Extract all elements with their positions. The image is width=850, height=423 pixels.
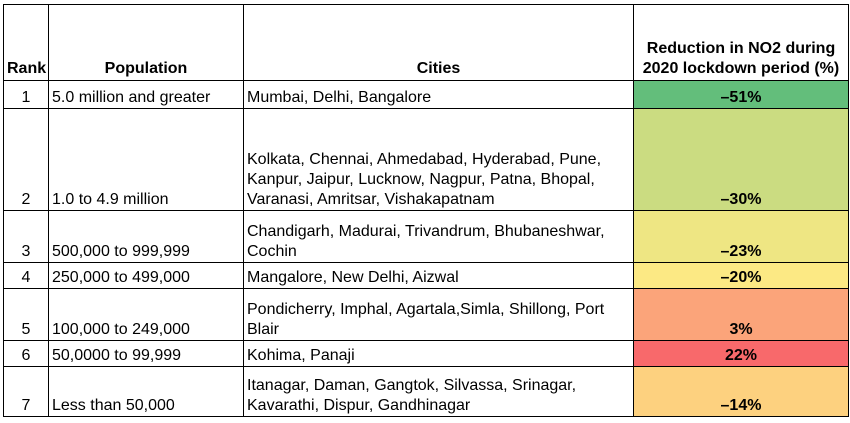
population-cell: 250,000 to 499,000 bbox=[49, 263, 244, 289]
reduction-cell: –51% bbox=[634, 81, 849, 109]
population-cell: 5.0 million and greater bbox=[49, 81, 244, 109]
reduction-cell: –20% bbox=[634, 263, 849, 289]
population-cell: 50,0000 to 99,999 bbox=[49, 341, 244, 367]
cities-cell: Kohima, Panaji bbox=[244, 341, 634, 367]
table-row bbox=[4, 289, 849, 341]
cities-cell: Mumbai, Delhi, Bangalore bbox=[244, 81, 634, 109]
cities-cell: Mangalore, New Delhi, Aizwal bbox=[244, 263, 634, 289]
rank-cell: 5 bbox=[4, 289, 49, 341]
reduction-cell: –14% bbox=[634, 367, 849, 417]
population-cell: 1.0 to 4.9 million bbox=[49, 109, 244, 211]
reduction-cell: 22% bbox=[634, 341, 849, 367]
rank-cell: 6 bbox=[4, 341, 49, 367]
header-cities: Cities bbox=[244, 5, 634, 81]
population-cell: 500,000 to 999,999 bbox=[49, 211, 244, 263]
reduction-cell: –30% bbox=[634, 109, 849, 211]
no2-reduction-table bbox=[3, 4, 849, 417]
table-row bbox=[4, 367, 849, 417]
rank-cell: 2 bbox=[4, 109, 49, 211]
table-header-row bbox=[4, 5, 849, 81]
rank-cell: 3 bbox=[4, 211, 49, 263]
population-cell: 100,000 to 249,000 bbox=[49, 289, 244, 341]
cities-cell: Chandigarh, Madurai, Trivandrum, Bhubaneshwar, Cochin bbox=[244, 211, 634, 263]
cities-cell: Kolkata, Chennai, Ahmedabad, Hyderabad, Pune, Kanpur, Jaipur, Lucknow, Nagpur, Patna, Bhopal, Varanasi, Amritsar, Vishakapatnam bbox=[244, 109, 634, 211]
cities-cell: Itanagar, Daman, Gangtok, Silvassa, Srinagar, Kavarathi, Dispur, Gandhinagar bbox=[244, 367, 634, 417]
header-rank: Rank bbox=[4, 5, 49, 81]
table-row bbox=[4, 109, 849, 211]
table-row bbox=[4, 263, 849, 289]
reduction-cell: 3% bbox=[634, 289, 849, 341]
header-population: Population bbox=[49, 5, 244, 81]
population-cell: Less than 50,000 bbox=[49, 367, 244, 417]
rank-cell: 4 bbox=[4, 263, 49, 289]
rank-cell: 1 bbox=[4, 81, 49, 109]
cities-cell: Pondicherry, Imphal, Agartala,Simla, Shillong, Port Blair bbox=[244, 289, 634, 341]
table-row bbox=[4, 341, 849, 367]
table-row bbox=[4, 81, 849, 109]
rank-cell: 7 bbox=[4, 367, 49, 417]
reduction-cell: –23% bbox=[634, 211, 849, 263]
table-row bbox=[4, 211, 849, 263]
header-reduction: Reduction in NO2 during 2020 lockdown period (%) bbox=[634, 5, 849, 81]
